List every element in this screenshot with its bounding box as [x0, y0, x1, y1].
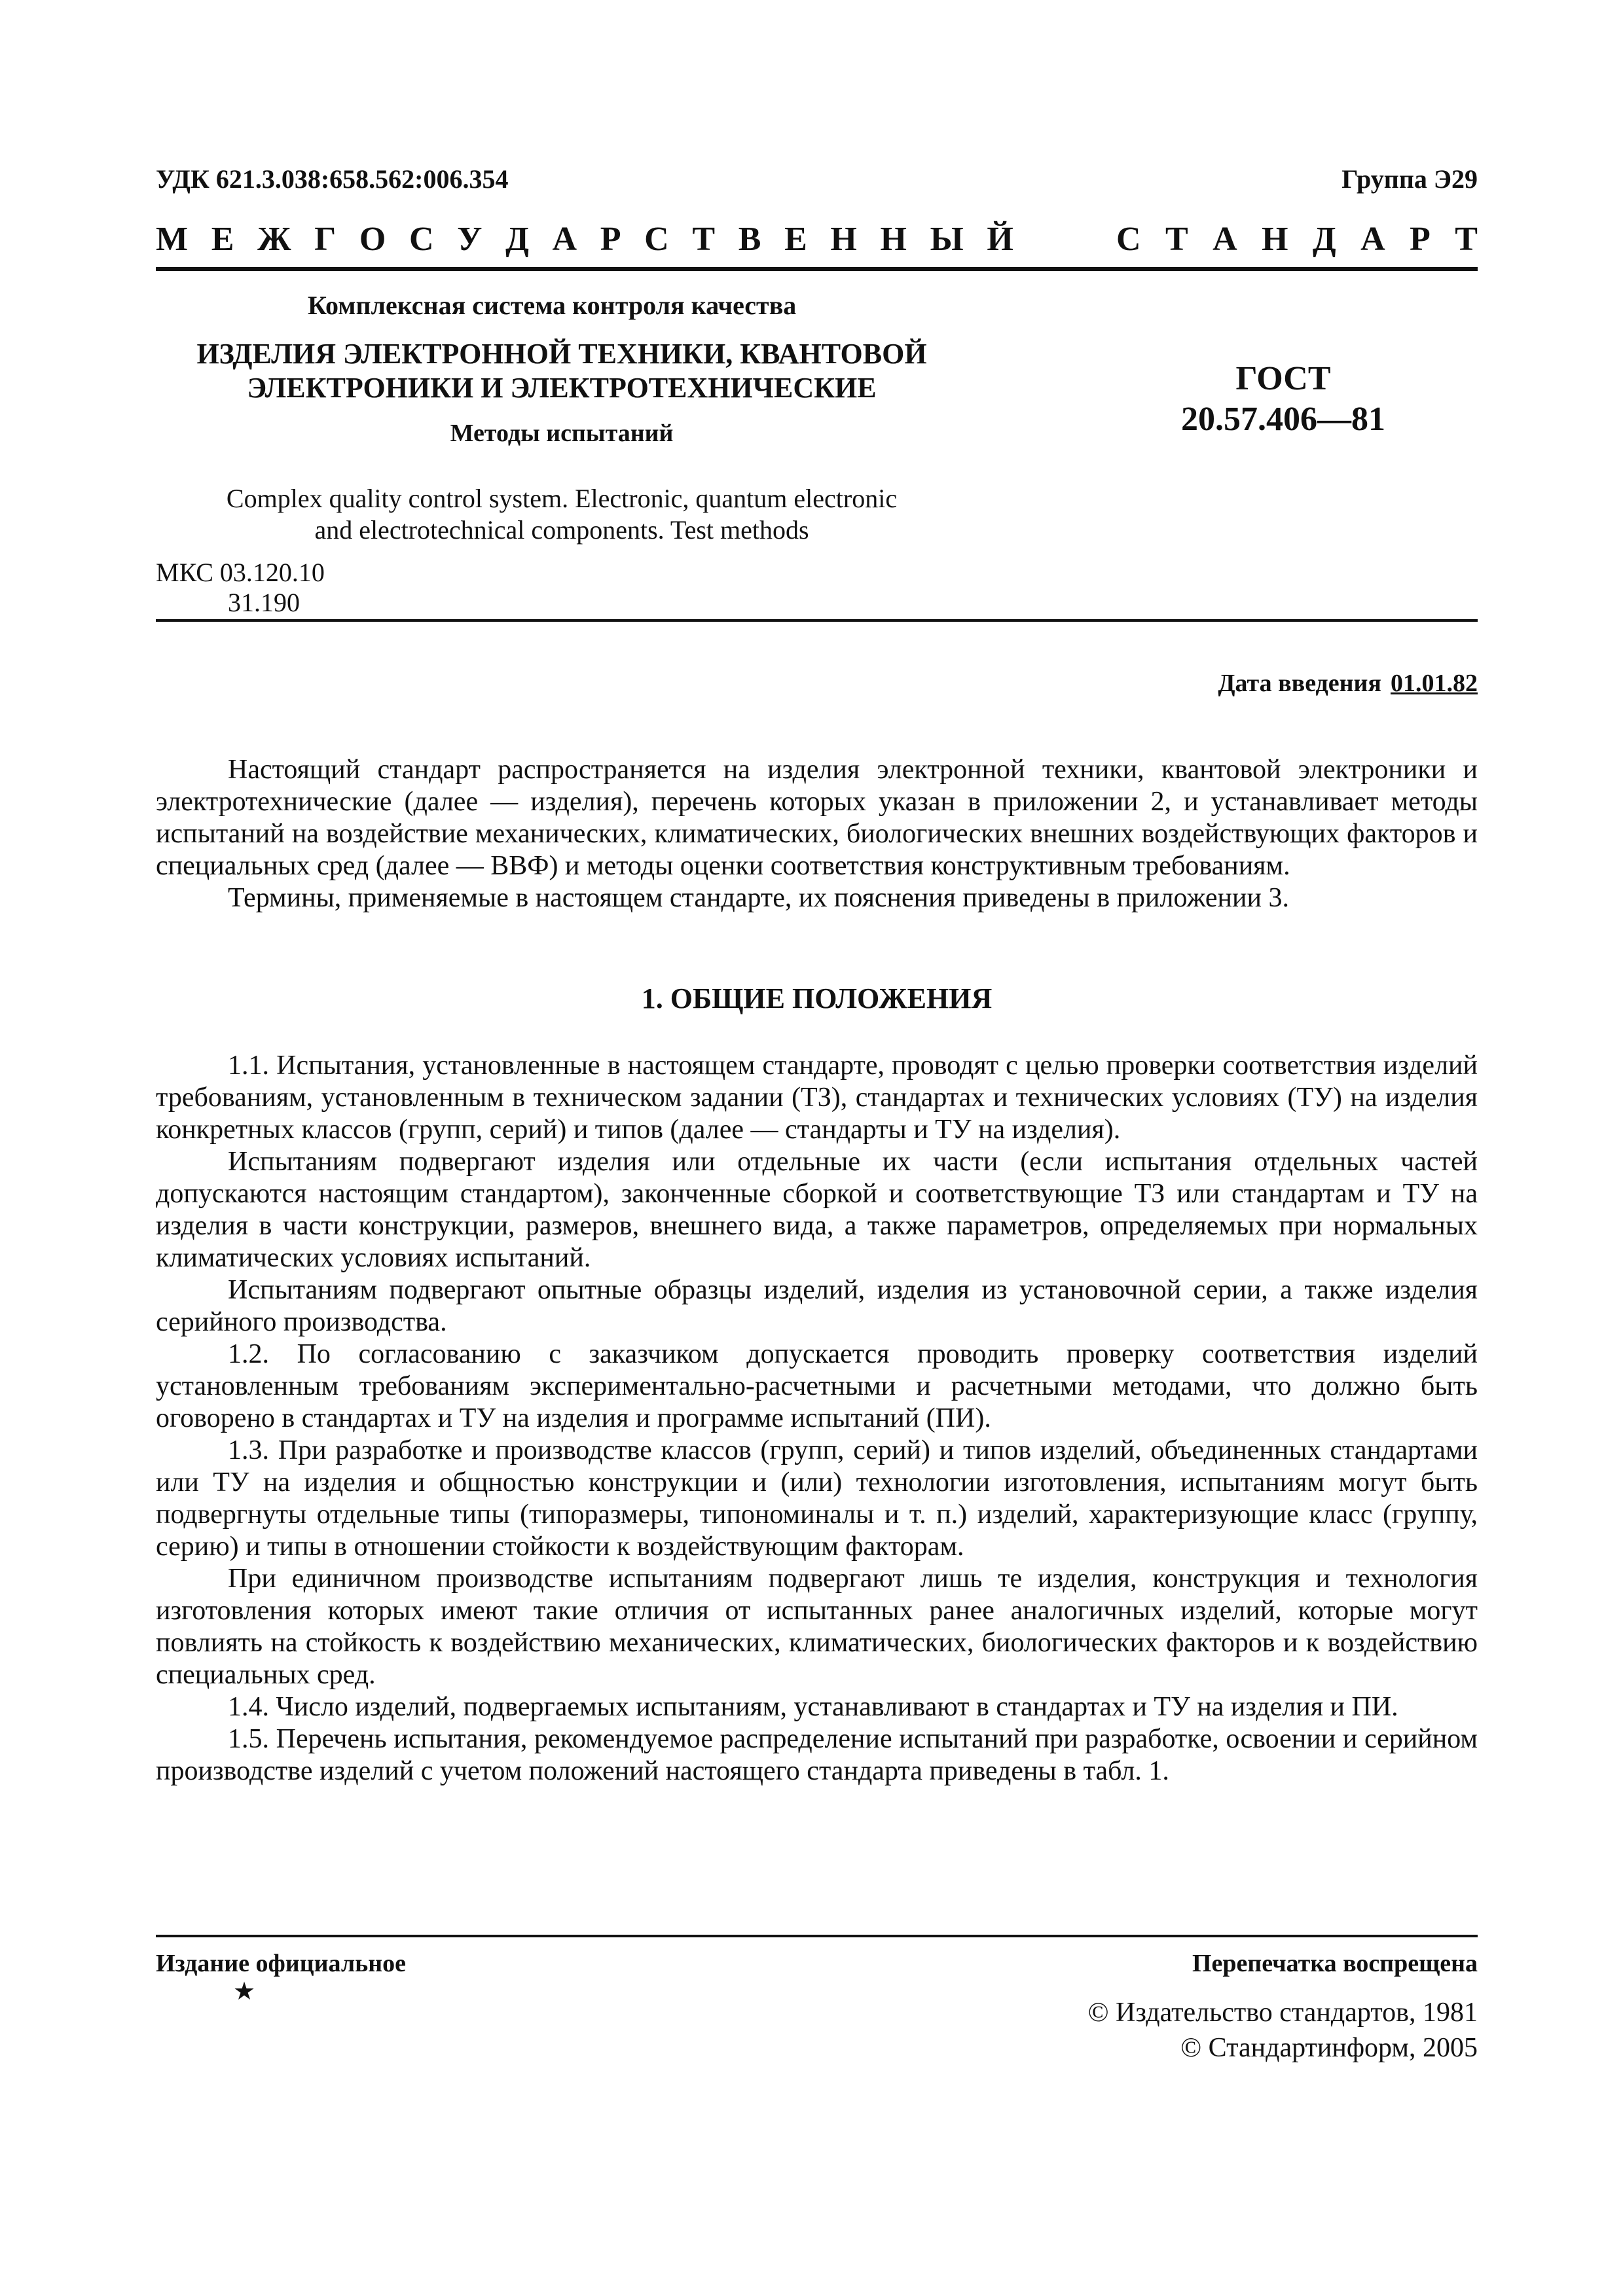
- heading-letter: А: [1213, 221, 1237, 258]
- document-subtitle: Методы испытаний: [450, 420, 674, 447]
- heading-letter: С: [409, 221, 434, 258]
- heading-letter: О: [359, 221, 386, 258]
- heading-letter: В: [738, 221, 761, 258]
- section-paragraph: 1.2. По согласованию с заказчиком допускается проводить проверку соответствия изделий установленным требованиям экспериментально-расчетными и расчетными методами, что должно быть оговорено в стандартах и ТУ на изделия и программе испытаний (ПИ).: [156, 1339, 1478, 1433]
- gost-code: 20.57.406—81: [1181, 401, 1385, 438]
- section-paragraph: 1.3. При разработке и производстве классов (групп, серий) и типов изделий, объединенных стандартами или ТУ на изделия и общностью конструкции и (или) технологии изготовления, испытаниям могут быть подвергнуты отдельные типы (типоразмеры, типономиналы и т. п.) изделий, характеризующие класс (группу, серию) и типы в отношении стойкости к воздействующим факторам.: [156, 1435, 1478, 1562]
- standard-word: [1116, 220, 1478, 259]
- intro-paragraph: Настоящий стандарт распространяется на изделия электронной техники, квантовой электроники и электротехнические (далее — изделия), перечень которых указан в приложении 2, и устанавливает методы испытаний на воздействие механических, климатических, биологических внешних воздействующих факторов и специальных сред (далее — ВВФ) и методы оценки соответствия конструктивным требованиям.: [156, 755, 1478, 881]
- heading-letter: Е: [784, 221, 807, 258]
- heading-letter: С: [1116, 221, 1141, 258]
- section-paragraph: 1.1. Испытания, установленные в настоящем стандарте, проводят с целью проверки соответствия изделий требованиям, установленным в техническом задании (ТЗ), стандартах и технических условиях (ТУ) на изделия конкретных классов (групп, серий) и типов (далее — стандарты и ТУ на изделия).: [156, 1050, 1478, 1145]
- interstate-standard-heading: [156, 220, 1478, 259]
- title-line-1: ИЗДЕЛИЯ ЭЛЕКТРОННОЙ ТЕХНИКИ, КВАНТОВОЙ: [196, 338, 927, 370]
- heading-letter: Е: [211, 221, 234, 258]
- reprint-notice: Перепечатка воспрещена: [1192, 1950, 1478, 1977]
- section-text: [156, 1050, 1478, 1787]
- star-icon: ★: [233, 1978, 256, 2005]
- heading-letter: Н: [1262, 221, 1288, 258]
- mks-codes: [156, 558, 325, 618]
- heading-letter: Т: [1455, 221, 1478, 258]
- copyright-block: [1088, 1995, 1478, 2066]
- heading-letter: Й: [987, 221, 1013, 258]
- heading-letter: Ы: [930, 221, 964, 258]
- english-title: [156, 483, 968, 546]
- english-line-2: and electrotechnical components. Test methods: [314, 515, 809, 545]
- date-value: 01.01.82: [1391, 670, 1478, 697]
- section-paragraph: 1.4. Число изделий, подвергаемых испытаниям, устанавливают в стандартах и ТУ на изделия и ПИ.: [228, 1692, 1398, 1722]
- heading-letter: Н: [880, 221, 907, 258]
- heading-letter: Р: [1410, 221, 1431, 258]
- title-rule: [156, 619, 1478, 622]
- heading-letter: Т: [1165, 221, 1188, 258]
- title-line-2: ЭЛЕКТРОНИКИ И ЭЛЕКТРОТЕХНИЧЕСКИЕ: [247, 372, 877, 404]
- heading-letter: Д: [505, 221, 529, 258]
- udk-code: УДК 621.3.038:658.562:006.354: [156, 164, 509, 194]
- gost-label: ГОСТ: [1235, 360, 1331, 397]
- footer-rule: [156, 1935, 1478, 1937]
- system-title: Комплексная система контроля качества: [308, 291, 797, 320]
- heading-letter: А: [552, 221, 577, 258]
- mks-code-1: МКС 03.120.10: [156, 558, 325, 587]
- heading-letter: А: [1360, 221, 1385, 258]
- document-title: [156, 337, 968, 405]
- heading-letter: У: [457, 221, 483, 258]
- copyright-line-1: © Издательство стандартов, 1981: [1087, 1998, 1478, 2028]
- section-paragraph: При единичном производстве испытаниям подвергают лишь те изделия, конструкция и технология изготовления которых имеют такие отличия от испытанных ранее аналогичных изделий, которые могут повлиять на стойкость к воздействию механических, климатических, биологических факторов и к воздействию специальных сред.: [156, 1564, 1478, 1690]
- section-paragraph: Испытаниям подвергают опытные образцы изделий, изделия из установочной серии, а также изделия серийного производства.: [156, 1275, 1478, 1337]
- gost-number: [1113, 359, 1453, 440]
- intro-paragraph: Термины, применяемые в настоящем стандарте, их пояснения приведены в приложении 3.: [228, 883, 1289, 913]
- heading-letter: Д: [1312, 221, 1336, 258]
- heading-letter: Р: [600, 221, 621, 258]
- header-rule: [156, 267, 1478, 271]
- heading-letter: С: [644, 221, 669, 258]
- heading-letter: Ж: [257, 221, 291, 258]
- mks-code-2: 31.190: [228, 588, 300, 617]
- heading-letter: М: [156, 221, 189, 258]
- heading-letter: Г: [314, 221, 337, 258]
- intro-text: [156, 754, 1478, 914]
- heading-letter: Т: [692, 221, 716, 258]
- section-paragraph: 1.5. Перечень испытания, рекомендуемое распределение испытаний при разработке, освоении и серийном производстве изделий с учетом положений настоящего стандарта приведены в табл. 1.: [156, 1724, 1478, 1786]
- section-heading: 1. ОБЩИЕ ПОЛОЖЕНИЯ: [641, 982, 993, 1014]
- heading-letter: Н: [830, 221, 857, 258]
- official-edition-label: Издание официальное: [156, 1950, 407, 1977]
- group-code: Группа Э29: [1341, 164, 1478, 194]
- section-paragraph: Испытаниям подвергают изделия или отдельные их части (если испытания отдельных частей допускаются настоящим стандартом), законченные сборкой и соответствующие ТЗ или стандартам и ТУ на изделия в части конструкции, размеров, внешнего вида, а также параметров, определяемых при нормальных климатических условиях испытаний.: [156, 1147, 1478, 1273]
- english-line-1: Complex quality control system. Electronic, quantum electronic: [226, 484, 898, 513]
- date-label: Дата введения: [1218, 670, 1381, 697]
- introduction-date: [1218, 669, 1478, 698]
- interstate-word: [156, 220, 1013, 259]
- copyright-line-2: © Стандартинформ, 2005: [1180, 2033, 1478, 2063]
